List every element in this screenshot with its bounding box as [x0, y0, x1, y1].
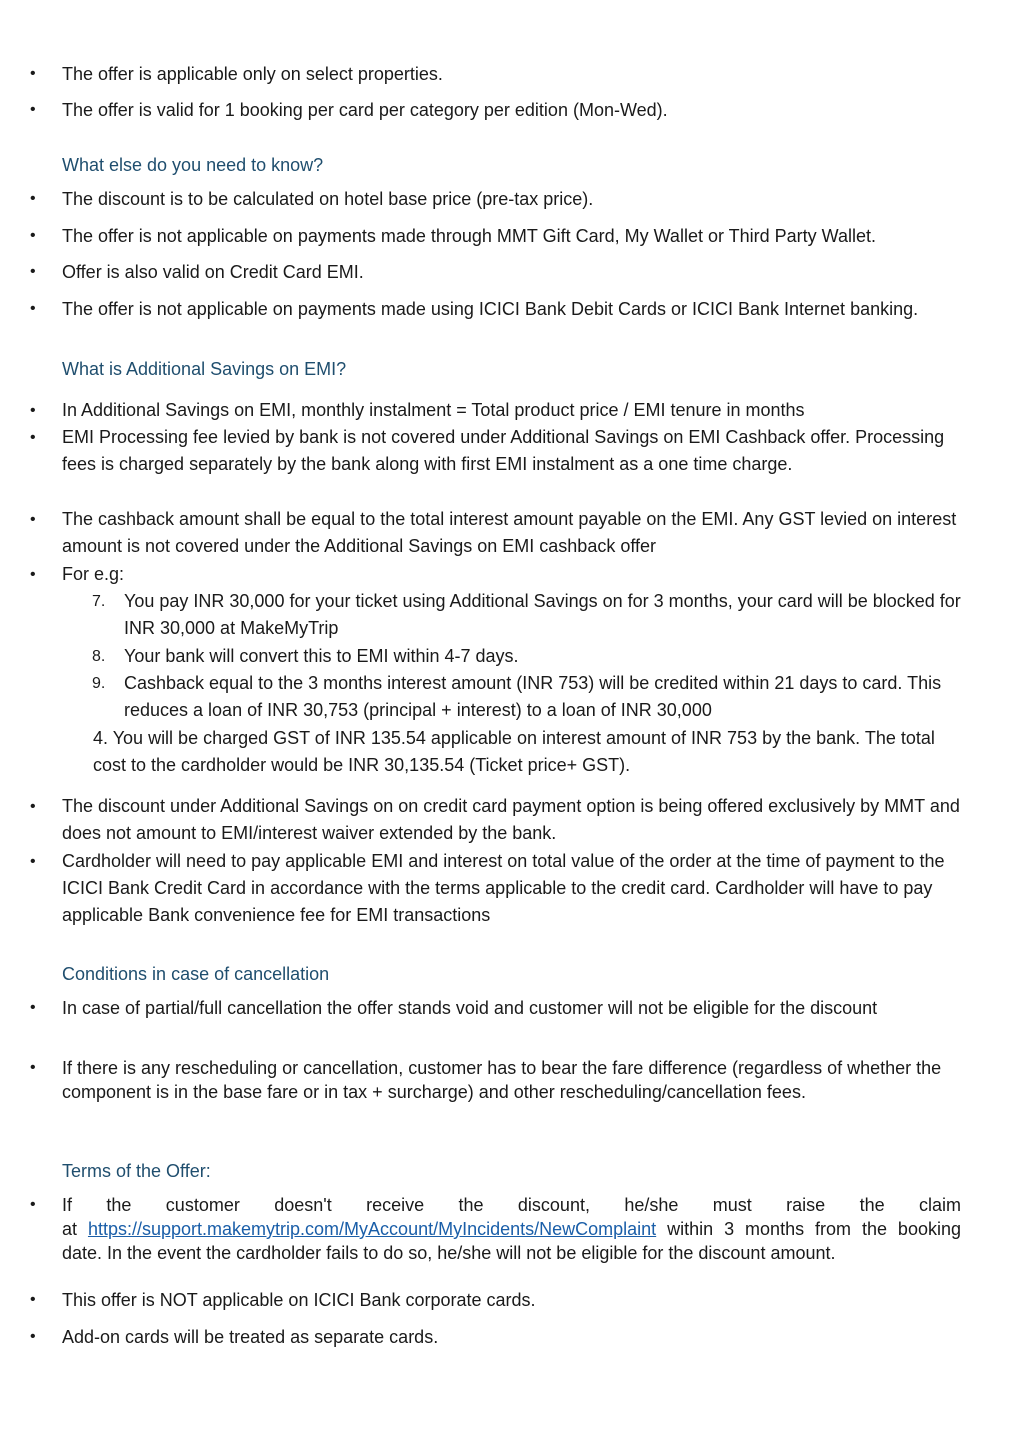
bullet: •	[30, 798, 36, 815]
bullet: •	[30, 1328, 36, 1345]
example-number: 8.	[92, 648, 106, 665]
bullet: •	[30, 1059, 36, 1076]
claim-rest: within 3 months from the booking date. In the event the cardholder fails to do so, he/she will not be eligible for the discount amount.	[62, 1219, 961, 1263]
list-item: The offer is valid for 1 booking per card per category per edition (Mon-Wed).	[62, 100, 668, 120]
section-heading: Terms of the Offer:	[62, 1161, 211, 1181]
list-item: The offer is not applicable on payments made through MMT Gift Card, My Wallet or Third Party Wallet.	[62, 226, 876, 246]
claim-first-line: If the customer doesn't receive the discount, he/she must raise the claim	[62, 1195, 961, 1215]
bullet: •	[30, 511, 36, 528]
list-item: Add-on cards will be treated as separate cards.	[62, 1327, 439, 1347]
list-item: This offer is NOT applicable on ICICI Bank corporate cards.	[62, 1290, 536, 1310]
complaint-link[interactable]: https://support.makemytrip.com/MyAccount/MyIncidents/NewComplaint	[87, 1219, 657, 1239]
section-heading: What else do you need to know?	[62, 155, 324, 175]
example-item: Cashback equal to the 3 months interest amount (INR 753) will be credited within 21 days to card. This reduces a loan of INR 30,753 (principal + interest) to a loan of INR 30,000	[124, 673, 942, 720]
example-item: You pay INR 30,000 for your ticket using Additional Savings on for 3 months, your card will be blocked for INR 30,000 at MakeMyTrip	[124, 591, 961, 638]
list-item: The discount under Additional Savings on on credit card payment option is being offered exclusively by MMT and does not amount to EMI/interest waiver extended by the bank.	[62, 796, 960, 843]
example-item: Your bank will convert this to EMI within 4-7 days.	[124, 646, 519, 666]
claim-body	[62, 1217, 961, 1265]
bullet: •	[30, 190, 36, 207]
section-heading: Conditions in case of cancellation	[62, 964, 330, 984]
claim-item	[62, 1193, 961, 1265]
example-number: 7.	[92, 593, 106, 610]
list-item: In case of partial/full cancellation the offer stands void and customer will not be eligible for the discount	[62, 998, 878, 1018]
section-heading: What is Additional Savings on EMI?	[62, 359, 347, 379]
claim-at: at	[62, 1219, 78, 1239]
bullet: •	[30, 1196, 36, 1213]
bullet: •	[30, 101, 36, 118]
list-item: In Additional Savings on EMI, monthly instalment = Total product price / EMI tenure in months	[62, 400, 805, 420]
list-item: The cashback amount shall be equal to the total interest amount payable on the EMI. Any GST levied on interest amount is not covered under the Additional Savings on EMI cashback offer	[62, 509, 957, 556]
list-item: If there is any rescheduling or cancellation, customer has to bear the fare difference (regardless of whether the component is in the base fare or in tax + surcharge) and other rescheduling/cancellation fees.	[62, 1058, 942, 1102]
example-number: 9.	[92, 675, 106, 692]
bullet: •	[30, 853, 36, 870]
list-item: EMI Processing fee levied by bank is not covered under Additional Savings on EMI Cashback offer. Processing fees is charged separately by the bank along with first EMI instalment as a one time charge.	[62, 427, 945, 474]
list-item: Cardholder will need to pay applicable EMI and interest on total value of the order at the time of payment to the ICICI Bank Credit Card in accordance with the terms applicable to the credit card. Cardholder will have to pay applicable Bank convenience fee for EMI transactions	[62, 851, 945, 925]
bullet: •	[30, 402, 36, 419]
list-item: The offer is not applicable on payments made using ICICI Bank Debit Cards or ICICI Bank Internet banking.	[62, 299, 919, 319]
bullet: •	[30, 65, 36, 82]
list-item: The offer is applicable only on select properties.	[62, 64, 443, 84]
bullet: •	[30, 300, 36, 317]
bullet: •	[30, 999, 36, 1016]
bullet: •	[30, 429, 36, 446]
bullet: •	[30, 227, 36, 244]
bullet: •	[30, 566, 36, 583]
list-item: The discount is to be calculated on hotel base price (pre-tax price).	[62, 189, 594, 209]
example-note: 4. You will be charged GST of INR 135.54 applicable on interest amount of INR 753 by the bank. The total cost to the cardholder would be INR 30,135.54 (Ticket price+ GST).	[93, 728, 935, 775]
list-item: Offer is also valid on Credit Card EMI.	[62, 262, 364, 282]
bullet: •	[30, 1291, 36, 1308]
bullet: •	[30, 263, 36, 280]
list-item: For e.g:	[62, 564, 125, 584]
